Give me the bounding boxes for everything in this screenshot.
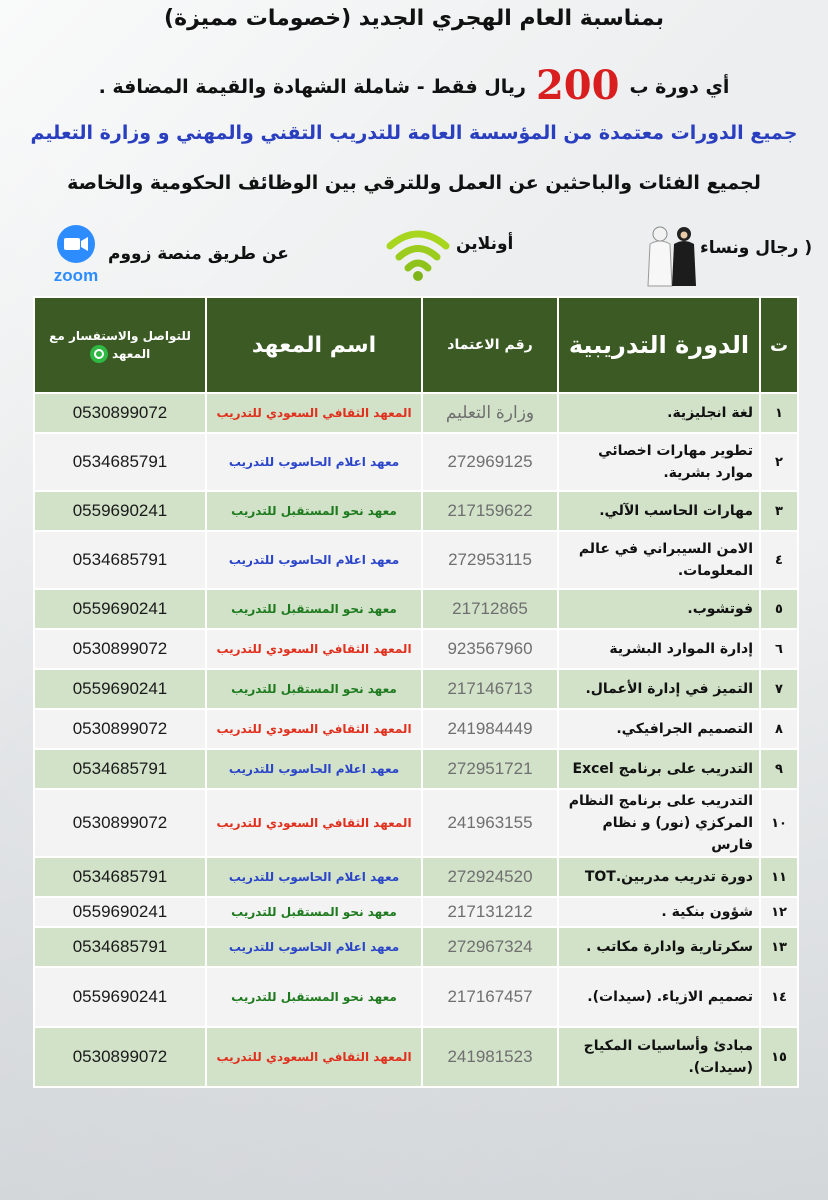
accreditation-number: 272967324 (422, 927, 558, 967)
course-name: مهارات الحاسب الآلي. (558, 491, 760, 531)
table-row (34, 1027, 798, 1087)
table-row (34, 789, 798, 857)
row-number: ٨ (760, 709, 798, 749)
price-suffix: ريال فقط - شاملة الشهادة والقيمة المضافة . (98, 76, 526, 98)
accreditation-number: 923567960 (422, 629, 558, 669)
contact-header-label: للتواصل والاستفسار مع المعهد (49, 328, 191, 361)
contact-phone[interactable]: 0530899072 (34, 1027, 206, 1087)
accreditation-number: 21712865 (422, 589, 558, 629)
course-name: التصميم الجرافيكي. (558, 709, 760, 749)
online-label: أونلاين (456, 234, 514, 254)
course-name: التميز في إدارة الأعمال. (558, 669, 760, 709)
row-number: ٥ (760, 589, 798, 629)
accreditation-number: 241981523 (422, 1027, 558, 1087)
table-row (34, 393, 798, 433)
contact-phone[interactable]: 0530899072 (34, 789, 206, 857)
accreditation-number: 241963155 (422, 789, 558, 857)
contact-phone[interactable]: 0530899072 (34, 629, 206, 669)
row-number: ١٢ (760, 897, 798, 927)
contact-phone[interactable]: 0534685791 (34, 433, 206, 491)
table-row (34, 531, 798, 589)
institute-name: المعهد الثقافي السعودي للتدريب (206, 393, 422, 433)
row-number: ١٥ (760, 1027, 798, 1087)
contact-phone[interactable]: 0559690241 (34, 669, 206, 709)
features-row (0, 222, 828, 292)
wifi-icon (386, 228, 450, 282)
col-header-number: ت (760, 297, 798, 393)
row-number: ١٣ (760, 927, 798, 967)
contact-phone[interactable]: 0534685791 (34, 857, 206, 897)
institute-name: المعهد الثقافي السعودي للتدريب (206, 629, 422, 669)
institute-name: معهد نحو المستقبل للتدريب (206, 491, 422, 531)
courses-table-body (34, 393, 798, 1087)
courses-table (33, 296, 799, 1088)
institute-name: معهد نحو المستقبل للتدريب (206, 967, 422, 1027)
row-number: ٦ (760, 629, 798, 669)
institute-name: المعهد الثقافي السعودي للتدريب (206, 709, 422, 749)
accreditation-number: 272953115 (422, 531, 558, 589)
man-woman-icon (638, 222, 704, 288)
table-row (34, 897, 798, 927)
institute-name: المعهد الثقافي السعودي للتدريب (206, 789, 422, 857)
contact-phone[interactable]: 0534685791 (34, 927, 206, 967)
zoom-platform-label: عن طريق منصة زووم (108, 244, 289, 264)
institute-name: معهد اعلام الحاسوب للتدريب (206, 927, 422, 967)
institute-name: معهد اعلام الحاسوب للتدريب (206, 749, 422, 789)
course-name: تطوير مهارات اخصائي موارد بشرية. (558, 433, 760, 491)
course-name: تصميم الازياء. (سيدات). (558, 967, 760, 1027)
contact-phone[interactable]: 0534685791 (34, 749, 206, 789)
table-row (34, 629, 798, 669)
course-name: مبادئ وأساسيات المكياج (سيدات). (558, 1027, 760, 1087)
course-name: فوتشوب. (558, 589, 760, 629)
table-row (34, 669, 798, 709)
col-header-accreditation: رقم الاعتماد (422, 297, 558, 393)
table-row (34, 709, 798, 749)
accreditation-number: 272969125 (422, 433, 558, 491)
headline-accreditation: جميع الدورات معتمدة من المؤسسة العامة للتدريب التقني والمهني و وزارة التعليم (30, 122, 798, 144)
row-number: ٢ (760, 433, 798, 491)
institute-name: معهد اعلام الحاسوب للتدريب (206, 433, 422, 491)
course-name: الامن السيبراني في عالم المعلومات. (558, 531, 760, 589)
col-header-contact (34, 297, 206, 393)
whatsapp-icon (90, 345, 108, 363)
contact-phone[interactable]: 0559690241 (34, 967, 206, 1027)
institute-name: المعهد الثقافي السعودي للتدريب (206, 1027, 422, 1087)
institute-name: معهد اعلام الحاسوب للتدريب (206, 857, 422, 897)
accreditation-number: وزارة التعليم (422, 393, 558, 433)
row-number: ٩ (760, 749, 798, 789)
table-row (34, 967, 798, 1027)
accreditation-number: 217167457 (422, 967, 558, 1027)
contact-phone[interactable]: 0559690241 (34, 897, 206, 927)
course-name: دورة تدريب مدربين.TOT (558, 857, 760, 897)
col-header-institute: اسم المعهد (206, 297, 422, 393)
institute-name: معهد اعلام الحاسوب للتدريب (206, 531, 422, 589)
institute-name: معهد نحو المستقبل للتدريب (206, 589, 422, 629)
zoom-logo-text: zoom (53, 266, 99, 284)
accreditation-number: 272951721 (422, 749, 558, 789)
accreditation-number: 272924520 (422, 857, 558, 897)
zoom-logo-icon (40, 224, 112, 284)
row-number: ٧ (760, 669, 798, 709)
course-name: التدريب على برنامج Excel (558, 749, 760, 789)
row-number: ٤ (760, 531, 798, 589)
table-row (34, 589, 798, 629)
course-name: لغة انجليزية. (558, 393, 760, 433)
contact-phone[interactable]: 0534685791 (34, 531, 206, 589)
col-header-course: الدورة التدريبية (558, 297, 760, 393)
audience-label: ( رجال ونساء (700, 238, 813, 258)
course-name: سكرتارية وادارة مكاتب . (558, 927, 760, 967)
institute-name: معهد نحو المستقبل للتدريب (206, 669, 422, 709)
course-name: شؤون بنكية . (558, 897, 760, 927)
accreditation-number: 241984449 (422, 709, 558, 749)
contact-phone[interactable]: 0530899072 (34, 393, 206, 433)
institute-name: معهد نحو المستقبل للتدريب (206, 897, 422, 927)
headline-audience: لجميع الفئات والباحثين عن العمل وللترقي بين الوظائف الحكومية والخاصة (67, 172, 761, 194)
headline-price-offer (0, 62, 828, 109)
accreditation-number: 217131212 (422, 897, 558, 927)
price-value: 200 (535, 62, 620, 109)
table-row (34, 491, 798, 531)
contact-phone[interactable]: 0530899072 (34, 709, 206, 749)
contact-phone[interactable]: 0559690241 (34, 589, 206, 629)
course-name: إدارة الموارد البشرية (558, 629, 760, 669)
row-number: ١١ (760, 857, 798, 897)
table-row (34, 749, 798, 789)
table-row (34, 927, 798, 967)
course-name: التدريب على برنامج النظام المركزي (نور) و نظام فارس (558, 789, 760, 857)
accreditation-number: 217146713 (422, 669, 558, 709)
row-number: ١٠ (760, 789, 798, 857)
table-header-row (34, 297, 798, 393)
row-number: ١ (760, 393, 798, 433)
contact-phone[interactable]: 0559690241 (34, 491, 206, 531)
accreditation-number: 217159622 (422, 491, 558, 531)
row-number: ١٤ (760, 967, 798, 1027)
row-number: ٣ (760, 491, 798, 531)
table-row (34, 433, 798, 491)
price-prefix: أي دورة ب (629, 76, 730, 98)
table-row (34, 857, 798, 897)
headline-occasion: بمناسبة العام الهجري الجديد (خصومات مميزة) (164, 6, 664, 31)
